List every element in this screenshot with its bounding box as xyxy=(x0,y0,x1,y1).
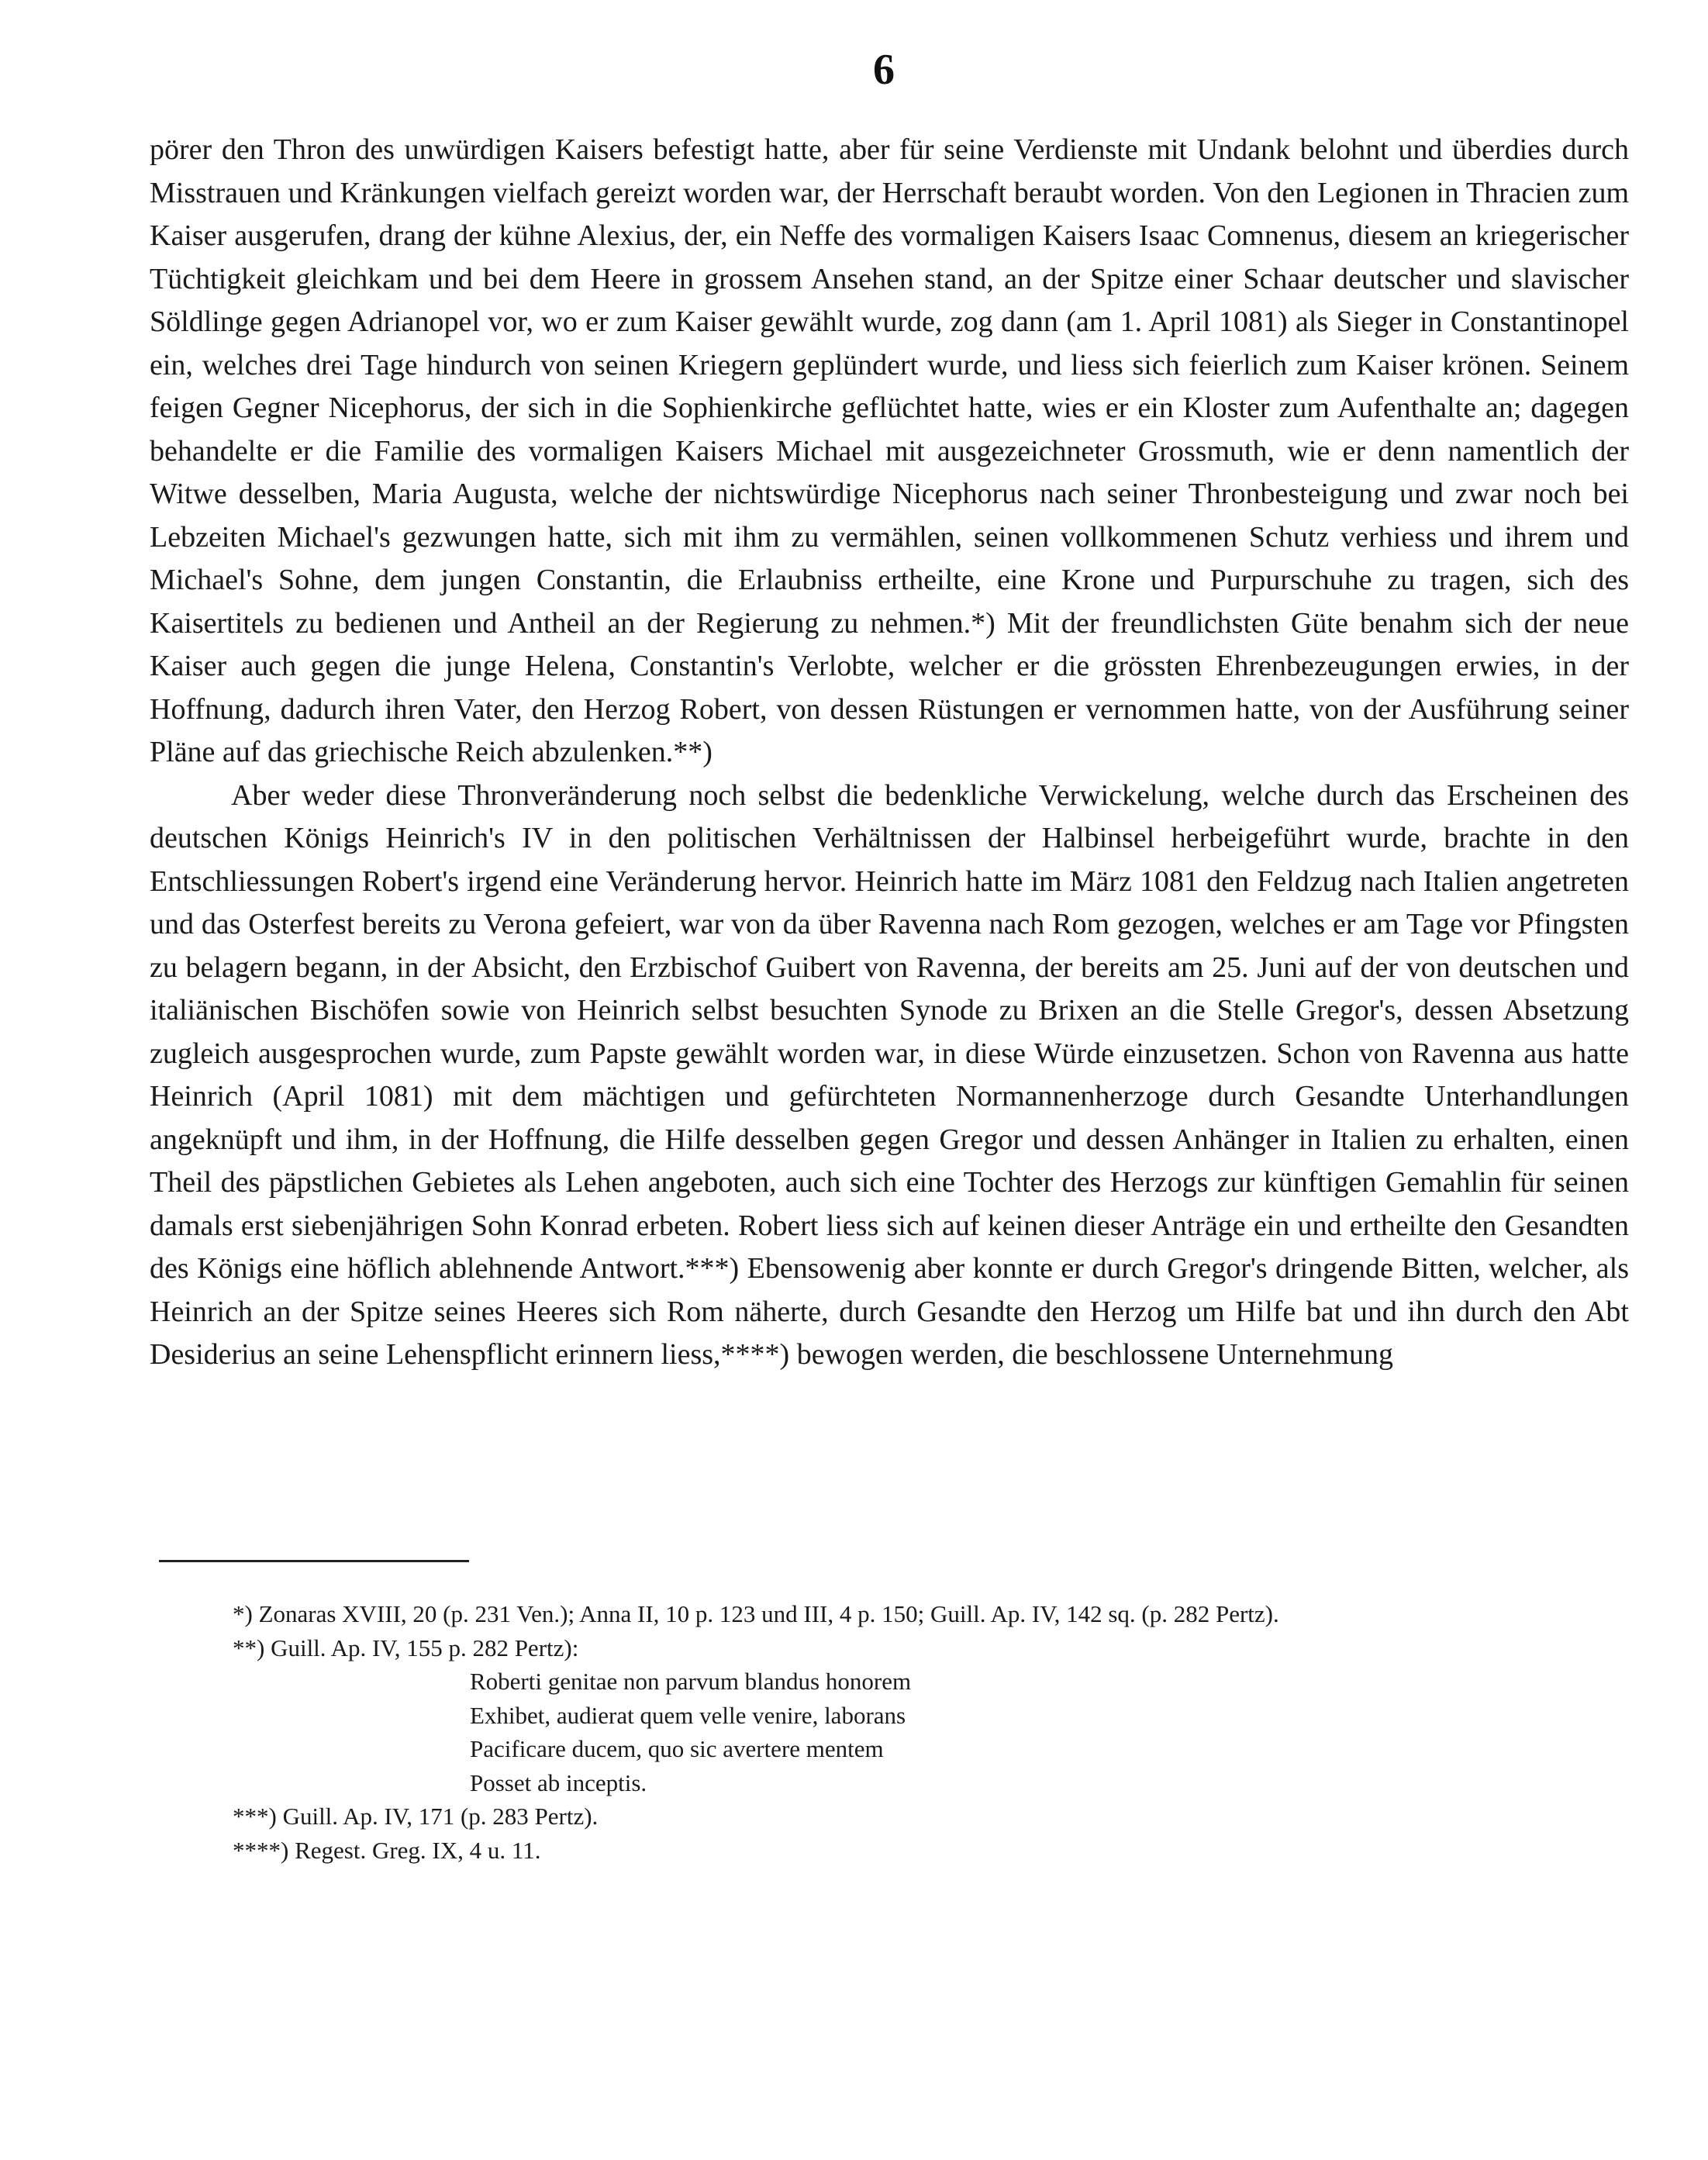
footnotes xyxy=(233,1597,1628,1867)
footnote-separator xyxy=(159,1560,469,1562)
body-text xyxy=(150,129,1629,1377)
verse-line-4: Posset ab inceptis. xyxy=(470,1768,647,1796)
footnote-2: **) Guill. Ap. IV, 155 p. 282 Pertz): xyxy=(233,1634,579,1661)
footnote-3: ***) Guill. Ap. IV, 171 (p. 283 Pertz). xyxy=(233,1803,599,1830)
paragraph-2: Aber weder diese Thronveränderung noch selbst die bedenkliche Verwickelung, welche durch das Erscheinen des deutschen Königs Heinrich's IV in den politischen Verhältnissen der Halbinsel herbeigeführt wurde, brachte in den Entschliessungen Robert's irgend eine Veränderung hervor. Heinrich hatte im März 1081 den Feldzug nach Italien angetreten und das Osterfest bereits zu Verona gefeiert, war von da über Ravenna nach Rom gezogen, welches er am Tage vor Pfingsten zu belagern begann, in der Absicht, den Erzbischof Guibert von Ravenna, der bereits am 25. Juni auf der von deutschen und italiänischen Bischöfen sowie von Heinrich selbst besuchten Synode zu Brixen an die Stelle Gregor's, dessen Absetzung zugleich ausgesprochen wurde, zum Papste gewählt worden war, in diese Würde einzusetzen. Schon von Ravenna aus hatte Heinrich (April 1081) mit dem mächtigen und gefürchteten Normannenherzoge durch Gesandte Unterhandlungen angeknüpft und ihm, in der Hoffnung, die Hilfe desselben gegen Gregor und dessen Anhänger in Italien zu erhalten, einen Theil des päpstlichen Gebietes als Lehen angeboten, auch sich eine Tochter des Herzogs zur künftigen Gemahlin für seinen damals erst siebenjährigen Sohn Konrad erbeten. Robert liess sich auf keinen dieser Anträge ein und ertheilte den Gesandten des Königs eine höflich ablehnende Antwort.***) Ebensowenig aber konnte er durch Gregor's dringende Bitten, welcher, als Heinrich an der Spitze seines Heeres sich Rom näherte, durch Gesandte den Herzog um Hilfe bat und ihn durch den Abt Desiderius an seine Lehenspflicht erinnern liess,****) bewogen werden, die beschlossene Unternehmung xyxy=(150,778,1629,1371)
footnote-1: *) Zonaras XVIII, 20 (p. 231 Ven.); Anna II, 10 p. 123 und III, 4 p. 150; Guill. Ap. IV, 142 sq. (p. 282 Pertz). xyxy=(233,1600,1279,1627)
verse-line-1: Roberti genitae non parvum blandus honorem xyxy=(470,1668,912,1695)
page-number: 6 xyxy=(873,46,895,94)
verse-line-3: Pacificare ducem, quo sic avertere mentem xyxy=(470,1735,884,1762)
paragraph-1: pörer den Thron des unwürdigen Kaisers befestigt hatte, aber für seine Verdienste mit Undank belohnt und überdies durch Misstrauen und Kränkungen vielfach gereizt worden war, der Herrschaft beraubt worden. Von den Legionen in Thracien zum Kaiser ausgerufen, drang der kühne Alexius, der, ein Neffe des vormaligen Kaisers Isaac Comnenus, diesem an kriegerischer Tüchtigkeit gleichkam und bei dem Heere in grossem Ansehen stand, an der Spitze einer Schaar deutscher und slavischer Söldlinge gegen Adrianopel vor, wo er zum Kaiser gewählt wurde, zog dann (am 1. April 1081) als Sieger in Constantinopel ein, welches drei Tage hindurch von seinen Kriegern geplündert wurde, und liess sich feierlich zum Kaiser krönen. Seinem feigen Gegner Nicephorus, der sich in die Sophienkirche geflüchtet hatte, wies er ein Kloster zum Aufenthalte an; dagegen behandelte er die Familie des vormaligen Kaisers Michael mit ausgezeichneter Grossmuth, wie er denn namentlich der Witwe desselben, Maria Augusta, welche der nichtswürdige Nicephorus nach seiner Thronbesteigung und zwar noch bei Lebzeiten Michael's gezwungen hatte, sich mit ihm zu vermählen, seinen vollkommenen Schutz verhiess und ihrem und Michael's Sohne, dem jungen Constantin, die Erlaubniss ertheilte, eine Krone und Purpurschuhe zu tragen, sich des Kaisertitels zu bedienen und Antheil an der Regierung zu nehmen.*) Mit der freundlichsten Güte benahm sich der neue Kaiser auch gegen die junge Helena, Constantin's Verlobte, welcher er die grössten Ehrenbezeugungen erwies, in der Hoffnung, dadurch ihren Vater, den Herzog Robert, von dessen Rüstungen er vernommen hatte, von der Ausführung seiner Pläne auf das griechische Reich abzulenken.**) xyxy=(150,133,1629,768)
footnote-4: ****) Regest. Greg. IX, 4 u. 11. xyxy=(233,1836,541,1864)
verse-line-2: Exhibet, audierat quem velle venire, laborans xyxy=(470,1701,906,1729)
